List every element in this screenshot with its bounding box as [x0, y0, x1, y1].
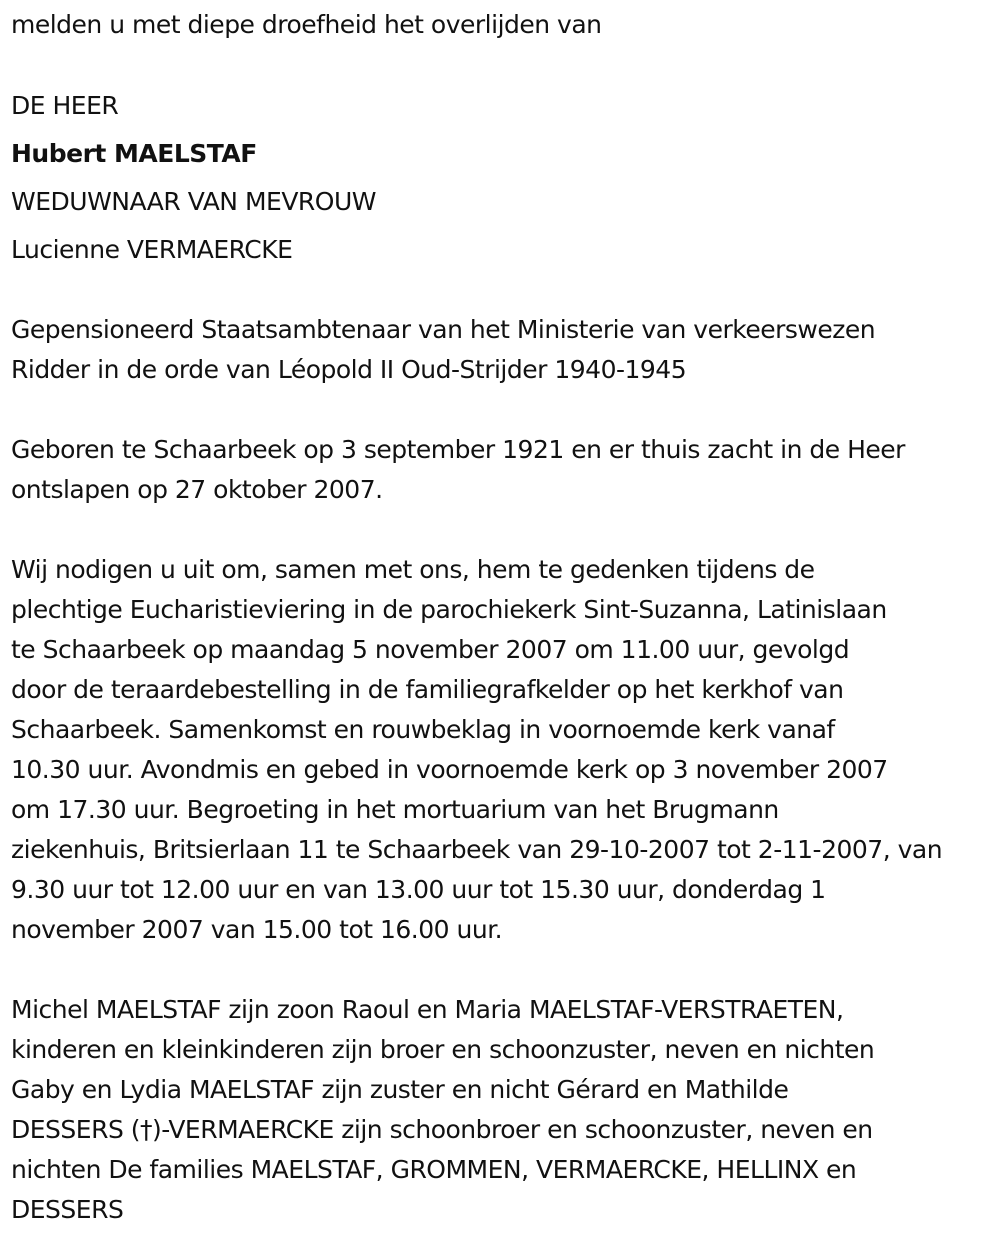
ceremony-line: Schaarbeek. Samenkomst en rouwbeklag in voornoemde kerk vanaf	[11, 715, 835, 744]
ceremony-line: Wij nodigen u uit om, samen met ons, hem te gedenken tijdens de	[11, 555, 815, 584]
relation-line: WEDUWNAAR VAN MEVROUW	[11, 187, 376, 216]
family-line: nichten De families MAELSTAF, GROMMEN, VERMAERCKE, HELLINX en	[11, 1155, 857, 1184]
ceremony-line: plechtige Eucharistieviering in de parochiekerk Sint-Suzanna, Latinislaan	[11, 595, 887, 624]
family-line: Gaby en Lydia MAELSTAF zijn zuster en nicht Gérard en Mathilde	[11, 1075, 789, 1104]
spouse-name: Lucienne VERMAERCKE	[11, 235, 293, 264]
ceremony-line: ziekenhuis, Britsierlaan 11 te Schaarbeek van 29-10-2007 tot 2-11-2007, van	[11, 835, 943, 864]
family-line: DESSERS	[11, 1195, 124, 1224]
title-line: DE HEER	[11, 91, 119, 120]
ceremony-line: om 17.30 uur. Begroeting in het mortuarium van het Brugmann	[11, 795, 779, 824]
birth-death-line: Geboren te Schaarbeek op 3 september 1921 en er thuis zacht in de Heer	[11, 435, 905, 464]
birth-death-line: ontslapen op 27 oktober 2007.	[11, 475, 383, 504]
ceremony-paragraph	[11, 550, 942, 950]
career-line: Ridder in de orde van Léopold II Oud-Strijder 1940-1945	[11, 355, 687, 384]
deceased-name: Hubert MAELSTAF	[11, 139, 257, 168]
career-line: Gepensioneerd Staatsambtenaar van het Ministerie van verkeerswezen	[11, 315, 876, 344]
ceremony-line: door de teraardebestelling in de familiegrafkelder op het kerkhof van	[11, 675, 844, 704]
ceremony-line: 9.30 uur tot 12.00 uur en van 13.00 uur tot 15.30 uur, donderdag 1	[11, 875, 826, 904]
intro-text: melden u met diepe droefheid het overlijden van	[11, 10, 602, 39]
ceremony-line: te Schaarbeek op maandag 5 november 2007 om 11.00 uur, gevolgd	[11, 635, 850, 664]
family-line: Michel MAELSTAF zijn zoon Raoul en Maria MAELSTAF-VERSTRAETEN,	[11, 995, 844, 1024]
family-paragraph	[11, 990, 874, 1230]
birth-death-paragraph	[11, 430, 905, 510]
career-paragraph	[11, 310, 875, 390]
ceremony-line: november 2007 van 15.00 tot 16.00 uur.	[11, 915, 503, 944]
family-line: kinderen en kleinkinderen zijn broer en schoonzuster, neven en nichten	[11, 1035, 875, 1064]
family-line: DESSERS (†)-VERMAERCKE zijn schoonbroer en schoonzuster, neven en	[11, 1115, 873, 1144]
ceremony-line: 10.30 uur. Avondmis en gebed in voornoemde kerk op 3 november 2007	[11, 755, 888, 784]
